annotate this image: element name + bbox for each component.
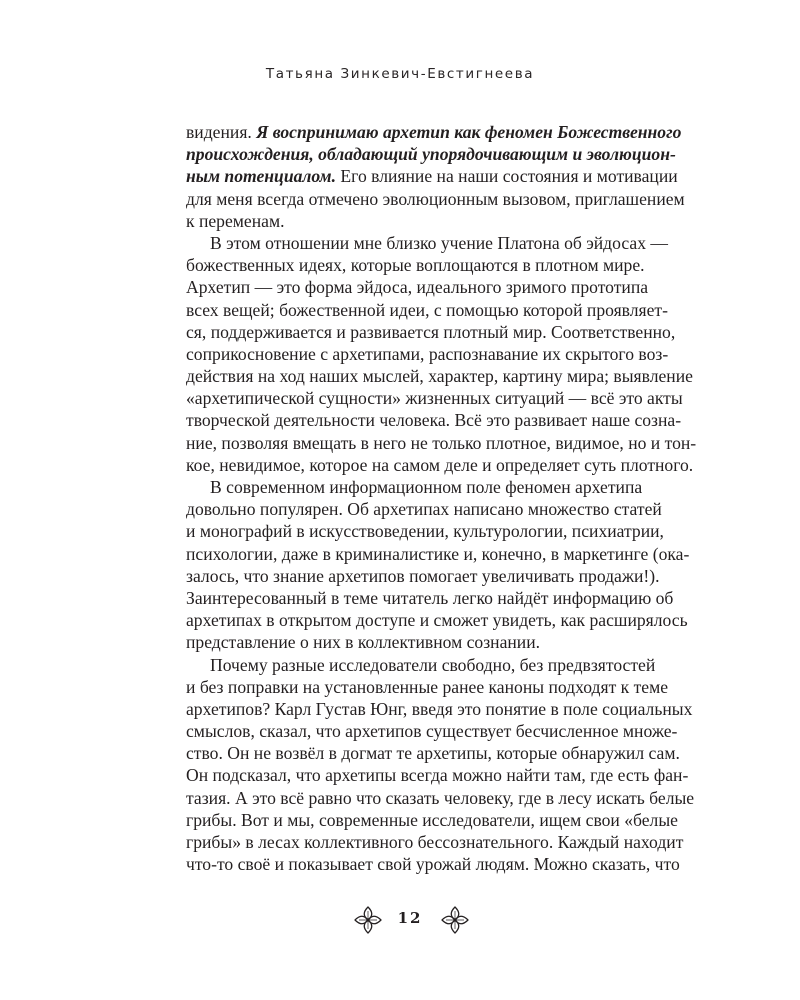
text-run: Его влияние на наши состояния и мотивации <box>336 166 678 187</box>
text-line: залось, что знание архетипов помогает увеличивать продажи!). <box>186 565 660 586</box>
text-line: архетипов? Карл Густав Юнг, введя это понятие в поле социальных <box>186 698 693 719</box>
emphasis-text: ным потенциалом. <box>186 166 337 187</box>
text-line: что-то своё и показывает свой урожай людям. Можно сказать, что <box>186 854 680 875</box>
page-footer <box>0 903 800 939</box>
text-line: ся, поддерживается и развивается плотный мир. Соответственно, <box>186 321 676 342</box>
text-line: психологии, даже в криминалистике и, конечно, в маркетинге (ока- <box>186 543 690 564</box>
text-run: видения. <box>186 122 257 142</box>
text-line: божественных идеях, которые воплощаются в плотном мире. <box>186 255 645 276</box>
text-line: грибы. Вот и мы, современные исследователи, ищем свои «белые <box>186 809 678 830</box>
text-line: и без поправки на установленные ранее каноны подходят к теме <box>186 676 669 697</box>
text-line: к переменам. <box>186 210 285 231</box>
text-line: архетипах в открытом доступе и сможет увидеть, как расширялось <box>186 610 688 631</box>
paragraph-first-line: В этом отношении мне близко учение Платона об эйдосах — <box>210 232 668 253</box>
text-line: Архетип — это форма эйдоса, идеального зримого прототипа <box>186 277 649 298</box>
text-line: всех вещей; божественной идеи, с помощью которой проявляет- <box>186 299 668 320</box>
emphasis-text: Я воспринимаю архетип как феномен Божественного <box>256 122 682 142</box>
text-line: и монографий в искусствоведении, культурологии, психиатрии, <box>186 521 664 542</box>
text-line: Заинтересованный в теме читатель легко найдёт информацию об <box>186 587 674 608</box>
text-line: грибы» в лесах коллективного бессознательного. Каждый находит <box>186 832 684 852</box>
floral-ornament-icon <box>353 905 383 935</box>
running-head-author: Татьяна Зинкевич-Евстигнеева <box>265 66 535 82</box>
text-line: творческой деятельности человека. Всё это развивает наше созна- <box>186 410 682 431</box>
text-line: действия на ход наших мыслей, характер, картину мира; выявление <box>186 366 693 387</box>
text-line: ство. Он не возвёл в догмат те архетипы, которые обнаружил сам. <box>186 743 680 764</box>
text-line: ние, позволяя вмещать в него не только плотное, видимое, но и тон- <box>186 432 697 453</box>
paragraph-first-line: Почему разные исследователи свободно, без предвзятостей <box>210 654 656 675</box>
text-line <box>186 165 678 187</box>
text-line: тазия. А это всё равно что сказать человеку, где в лесу искать белые <box>186 787 695 808</box>
floral-ornament-icon <box>440 905 470 935</box>
text-line: соприкосновение с архетипами, распознавание их скрытого воз- <box>186 343 669 364</box>
text-line <box>186 121 682 143</box>
page-number: 12 <box>397 909 423 927</box>
text-line: кое, невидимое, которое на самом деле и определяет суть плотного. <box>186 454 694 475</box>
text-line: представление о них в коллективном сознании. <box>186 632 541 653</box>
text-line: смыслов, сказал, что архетипов существует бесчисленное множе- <box>186 721 678 742</box>
text-line: Он подсказал, что архетипы всегда можно найти там, где есть фан- <box>186 765 689 786</box>
paragraph-first-line: В современном информационном поле феномен архетипа <box>210 477 643 497</box>
text-line: «архетипической сущности» жизненных ситуаций — всё это акты <box>186 388 683 409</box>
text-line: довольно популярен. Об архетипах написано множество статей <box>186 499 662 520</box>
emphasis-line: происхождения, обладающий упорядочивающим и эволюцион- <box>186 144 676 165</box>
body-text <box>186 121 697 875</box>
text-line: для меня всегда отмечено эволюционным вызовом, приглашением <box>186 188 685 209</box>
